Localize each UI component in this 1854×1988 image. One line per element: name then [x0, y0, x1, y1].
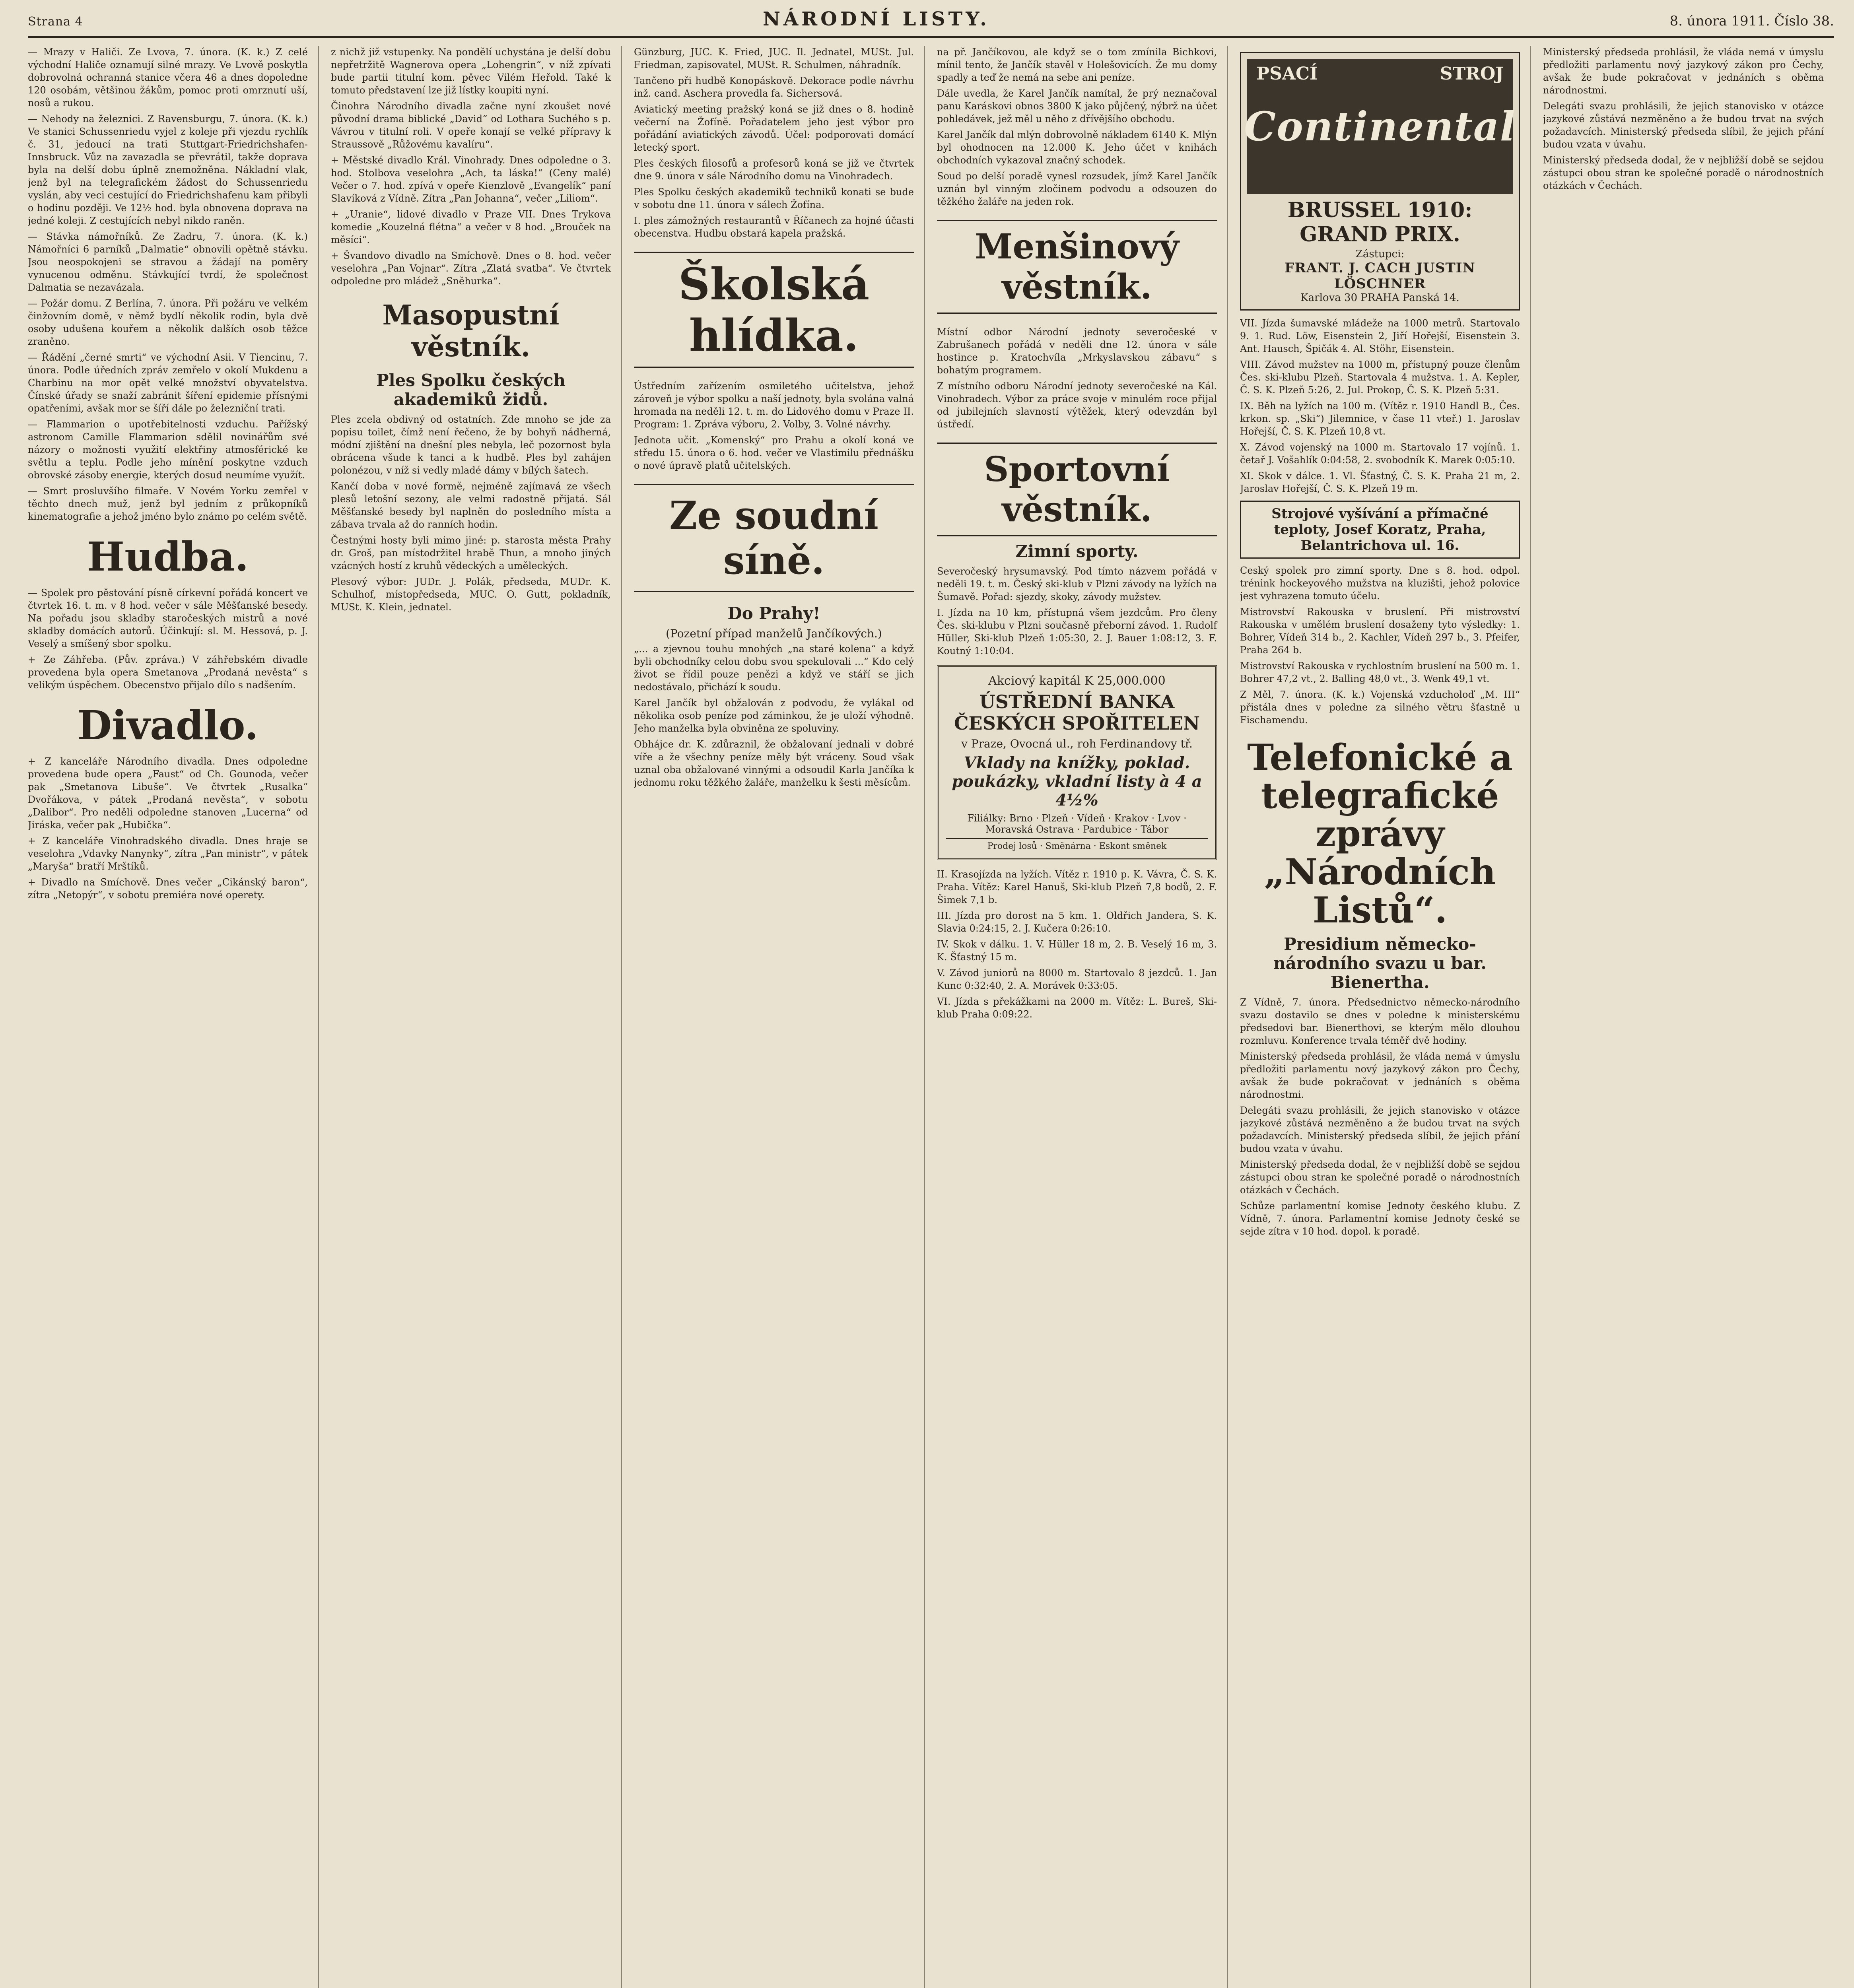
ad-stroj: STROJ [1440, 64, 1504, 84]
article: + „Uranie“, lidové divadlo v Praze VII. Dnes Trykova komedie „Kouzelná flétna“ a večer v 8 hod. „Brouček na měsíci“. [331, 209, 611, 245]
article: Schůze parlamentní komise Jednoty českého klubu. Z Vídně, 7. února. Parlamentní komise Jednoty české se sejde zítra v 10 hod. dopol. k poradě. [1240, 1200, 1520, 1237]
article: Ceský spolek pro zimní sporty. Dne s 8. hod. odpol. trénink hockeyového mužstva na kluzišti, jehož polovice jest vyhrazena tomuto účelu. [1240, 565, 1520, 602]
continental-logo: Continental [1244, 103, 1516, 150]
article: XI. Skok v dálce. 1. Vl. Šťastný, Č. S. K. Praha 21 m, 2. Jaroslav Hořejší, Č. S. K. Plzeň 19 m. [1240, 470, 1520, 494]
article: Delegáti svazu prohlásili, že jejich stanovisko v otázce jazykové zůstává nezměněno a že budou trvat na svých požadavcích. Ministerský předseda slíbil, že jejich přání budou vzata v úvahu. [1240, 1105, 1520, 1154]
section-heading-mensinovy: Menšinový věstník. [937, 220, 1217, 314]
article: Soud po delší poradě vynesl rozsudek, jímž Karel Jančík uznán byl vinným zločinem podvodu a odsouzen do těžkého žaláře na jeden rok. [937, 171, 1217, 207]
continental-banner [1244, 59, 1516, 194]
article: — Flammarion o upotřebitelnosti vzduchu. Pařížský astronom Camille Flammarion sdělil novinářům své názory o možnosti využití elektřiny atmosférické ke světlu a teplu. Podle jeho mínění poskytne vzduch obrovské zásoby energie, kterých dosud neumíme využít. [28, 419, 308, 481]
ad-psaci: PSACÍ [1256, 64, 1318, 84]
subheading-zimni: Zimní sporty. [1015, 542, 1139, 561]
article: IV. Skok v dálku. 1. V. Hüller 18 m, 2. B. Veselý 16 m, 3. K. Šťastný 15 m. [937, 939, 1217, 963]
article: — Řádění „černé smrti“ ve východní Asii. V Tiencinu, 7. února. Podle úředních zpráv zemřelo v okolí Mukdenu a Charbinu na mor opět velké množství obyvatelstva. Čínské úřady se snaží zabránit šíření epidemie přísnými opatřeními, avšak mor se šíří dále po železniční trati. [28, 352, 308, 414]
article: Severočeský hrysumavský. Pod tímto názvem pořádá v neděli 19. t. m. Český ski-klub v Plzni závody na lyžích na Šumavě. Pořad: sjezdy, skoky, závody mužstev. [937, 566, 1217, 602]
article: Kančí doba v nové formě, nejméně zajímavá ze všech plesů letošní sezony, ale velmi radostně přijatá. Sál Měšťanské besedy byl naplněn do posledního místa a zábava trvala až do ranních hodin. [331, 481, 611, 530]
article: Ministerský předseda prohlásil, že vláda nemá v úmyslu předložiti parlamentu nový jazykový zákon pro Čechy, avšak že bude pokračovat v jednáních s oběma národnostmi. [1240, 1051, 1520, 1100]
column-2 [331, 46, 622, 1988]
ad-prize: BRUSSEL 1910: GRAND PRIX. [1287, 198, 1473, 247]
article: z nichž již vstupenky. Na pondělí uchystána je delší dobu nepřetržitě Wagnerova opera „Lohengrin“, v níž zpívati bude partii titulní kom. pěvec Vilém Heřold. Také k tomuto představení lze již lístky koupiti nyní. [331, 47, 611, 96]
continental-advertisement [1240, 52, 1520, 311]
article: Plesový výbor: JUDr. J. Polák, předseda, MUDr. K. Schulhof, místopředseda, MUC. O. Gutt, pokladník, MUSt. K. Klein, jednatel. [331, 576, 611, 613]
issue-date: 8. února 1911. Číslo 38. [1669, 13, 1834, 29]
article: Dále uvedla, že Karel Jančík namítal, že prý neznačoval panu Karáskovi obnos 3800 K jako půjčený, nýbrž na účet pohledávek, jež měl u něho z dřívějšího obchodu. [937, 88, 1217, 124]
embroidery-advertisement: Strojové vyšívání a přímačné teploty, Josef Koratz, Praha, Belantrichova ul. 16. [1240, 501, 1520, 559]
article: + Městské divadlo Král. Vinohrady. Dnes odpoledne o 3. hod. Stolbova veselohra „Ach, ta láska!“ (Ceny malé) Večer o 7. hod. zpívá v opeře Kienzlově „Evangelík“ paní Slavíková z Vídně. Zítra „Pan Johanna“, večer „Liliom“. [331, 155, 611, 204]
article: + Z kanceláře Vinohradského divadla. Dnes hraje se veselohra „Vdavky Nanynky“, zítra „Pan ministr“, v pátek „Maryša“ bratří Mrštíků. [28, 835, 308, 872]
bank-address: v Praze, Ovocná ul., roh Ferdinandovy tř. [961, 737, 1193, 750]
section-heading-sport: Sportovní věstník. [937, 443, 1217, 536]
column-6 [1543, 46, 1834, 1988]
article: Z Vídně, 7. února. Předsednictvo německo-národního svazu dostavilo se dnes v poledne k ministerskému předsedovi bar. Bienerthovi, se kterým mělo dlouhou rozmluvu. Konference trvala téměř dvě hodiny. [1240, 997, 1520, 1046]
article: + Ze Záhřeba. (Pův. zpráva.) V záhřebském divadle provedena byla opera Smetanova „Prodaná nevěsta“ s velikým úspěchem. Obecenstvo přijalo dílo s nadšením. [28, 654, 308, 691]
article: II. Krasojízda na lyžích. Vítěz r. 1910 p. K. Vávra, Č. S. K. Praha. Vítěz: Karel Hanuš, Ski-klub Plzeň 7,8 bodů, 2. F. Šimek 7,1 b. [937, 869, 1217, 905]
section-heading-hudba: Hudba. [87, 533, 249, 580]
article: + Divadlo na Smíchově. Dnes večer „Cikánský baron“, zítra „Netopýr“, v sobotu premiéra nové operety. [28, 877, 308, 901]
ad-agents-label: Zástupci: [1355, 248, 1405, 260]
article: Ples Spolku českých akademiků techniků konati se bude v sobotu dne 11. února v sálech Žofína. [634, 186, 914, 210]
article: VIII. Závod mužstev na 1000 m, přístupný pouze členům Čes. ski-klubu Plzeň. Startovala 4 mužstva. 1. A. Kepler, Č. S. K. Plzeň 5:26, 2. Jul. Prokop, Č. S. K. Plzeň 5:31. [1240, 359, 1520, 396]
article: Ministerský předseda dodal, že v nejbližší době se sejdou zástupci obou stran ke společné poradě o národnostních otázkách v Čechách. [1240, 1159, 1520, 1196]
subheading-presidium: Presidium německo-národního svazu u bar. Bienertha. [1273, 934, 1487, 992]
section-heading-telefonicke: Telefonické a telegrafické zprávy „Národních Listů“. [1247, 736, 1513, 931]
bank-slogan: Vklady na knížky, poklad. poukázky, vkladní listy à 4 a 4½% [952, 753, 1202, 810]
columns-grid [28, 46, 1834, 1988]
bank-capital: Akciový kapitál K 25,000.000 [988, 674, 1166, 688]
article: Aviatický meeting pražský koná se již dnes o 8. hodině večerní na Žofíně. Pořadatelem jeho jest výbor pro pořádání aviatických závodů. Účel: podporovati domácí letecký sport. [634, 104, 914, 153]
column-3 [634, 46, 925, 1988]
article: „... a zjevnou touhu mnohých „na staré kolena“ a když byli obchodníky celou dobu svou spekulovali ...“ Kdo celý život se řídil pouze penězi a když ve stáří se jich nedostávalo, přichází k soudu. [634, 643, 914, 693]
article: Ministerský předseda dodal, že v nejbližší době se sejdou zástupci obou stran ke společné poradě o národnostních otázkách v Čechách. [1543, 155, 1824, 191]
section-heading-soudni: Ze soudní síně. [634, 484, 914, 592]
article: + Z kanceláře Národního divadla. Dnes odpoledne provedena bude opera „Faust“ od Ch. Gounoda, večer pak „Smetanova Libuše“. Ve čtvrtek „Rusalka“ Dvořákova, v pátek „Prodaná nevěsta“, v sobotu „Dalibor“. Pro neděli odpoledne stanoven „Lucerna“ od Jiráska, večer pak „Hubička“. [28, 756, 308, 831]
article: Karel Jančík dal mlýn dobrovolně nákladem 6140 K. Mlýn byl ohodnocen na 12.000 K. Jeho účet v knihách obchodních vykazoval značný schodek. [937, 129, 1217, 166]
article: III. Jízda pro dorost na 5 km. 1. Oldřich Jandera, S. K. Slavia 0:24:15, 2. J. Kučera 0:26:10. [937, 910, 1217, 934]
article: — Smrt prosluvšího filmaře. V Novém Yorku zemřel v těchto dnech muž, jenž byl jedním z průkopníků kinematografie a jehož jméno bylo známo po celém světě. [28, 485, 308, 522]
article: — Nehody na železnici. Z Ravensburgu, 7. února. (K. k.) Ve stanici Schussenriedu vyjel z koleje při vjezdu rychlík č. 31, jedoucí na trati Stuttgart-Friedrichshafen-Innsbruck. Vůz na zavazadla se převrátil, takže doprava byla na delší dobu úplně znemožněna. Nákladní vlak, jenž byl na telegrafickém žádost do Schussenriedu vyslán, aby veci cestující do Friedrichshafenu kam přibyli o hodinu později. Ve 12½ hod. byla obnovena doprava na jedné koleji. Z cestujících nebyl nikdo raněn. [28, 113, 308, 226]
article: Günzburg, JUC. K. Fried, JUC. Il. Jednatel, MUSt. Jul. Friedman, zapisovatel, MUSt. R. Schulmen, náhradník. [634, 47, 914, 70]
subheading-do-prahy: Do Prahy! [727, 604, 820, 623]
subheading-case: (Pozetní případ manželů Jančíkových.) [666, 627, 882, 640]
article: VII. Jízda šumavské mládeže na 1000 metrů. Startovalo 9. 1. Rud. Löw, Eisenstein 2, Jiří Hořejší, Eisenstein 3. Ant. Hausch, Špičák 4. Al. Stöhr, Eisenstein. [1240, 318, 1520, 354]
masthead: NÁRODNÍ LISTY. [763, 8, 990, 30]
article: Z Měl, 7. února. (K. k.) Vojenská vzducholoď „M. III“ přistála dnes v poledne za silného větru šťastně u Fischamendu. [1240, 689, 1520, 726]
article: Karel Jančík byl obžalován z podvodu, že vylákal od několika osob peníze pod záminkou, že je uloží výhodně. Jeho manželka byla obviněna ze spoluviny. [634, 697, 914, 734]
article: X. Závod vojenský na 1000 m. Startovalo 17 vojínů. 1. četař J. Vošahlík 0:04:58, 2. svobodník K. Marek 0:05:10. [1240, 442, 1520, 466]
page-number: Strana 4 [28, 15, 83, 29]
article: V. Závod juniorů na 8000 m. Startovalo 8 jezdců. 1. Jan Kunc 0:32:40, 2. A. Morávek 0:33:05. [937, 967, 1217, 991]
article: I. ples zámožných restaurantů v Říčanech za hojné účasti obecenstva. Hudbu obstará kapela pražská. [634, 215, 914, 239]
column-4 [937, 46, 1228, 1988]
article: — Mrazy v Haliči. Ze Lvova, 7. února. (K. k.) Z celé východní Haliče oznamují silné mrazy. Ve Lvově poskytla dobrovolná ochranná stanice včera 46 a dnes dopoledne 120 osobám, většinou žákům, pomoc proti omrznutí uší, nosů a rukou. [28, 47, 308, 109]
article: IX. Běh na lyžích na 100 m. (Vítěz r. 1910 Handl B., Čes. krkon. sp. „Ski“) Jilemnice, v čase 11 vteř.) 1. Jaroslav Hořejší, Č. S. K. Plzeň 10,8 vt. [1240, 400, 1520, 437]
bank-branches: Filiálky: Brno · Plzeň · Vídeň · Krakov · Lvov · Moravská Ostrava · Pardubice · Tábor [967, 813, 1187, 835]
bank-advertisement [937, 665, 1217, 860]
article: Delegáti svazu prohlásili, že jejich stanovisko v otázce jazykové zůstává nezměněno a že budou trvat na svých požadavcích. Ministerský předseda slíbil, že jejich přání budou vzata v úvahu. [1543, 101, 1824, 150]
article: Mistrovství Rakouska v bruslení. Při mistrovství Rakouska v umělém bruslení dosaženy tyto výsledky: 1. Bohrer, Vídeň 314 b., 2. Kachler, Vídeň 297 b., 3. Pfeifer, Praha 264 b. [1240, 606, 1520, 656]
article: Obhájce dr. K. zdůraznil, že obžalovaní jednali v dobré víře a že všechny peníze měly být vráceny. Soud však uznal oba obžalované vinnými a odsoudil Karla Jančíka k jednomu roku těžkého žaláře, manželku k šesti měsícům. [634, 739, 914, 788]
article: Ministerský předseda prohlásil, že vláda nemá v úmyslu předložiti parlamentu nový jazykový zákon pro Čechy, avšak že bude pokračovat v jednáních s oběma národnostmi. [1543, 47, 1824, 96]
column-1 [28, 46, 319, 1988]
article: Z místního odboru Národní jednoty severočeské na Kál. Vinohradech. Výbor za práce svoje v minulém roce přijal od jubilejních slavností výtěžek, který odevzdán byl ústředí. [937, 381, 1217, 430]
page-header [28, 8, 1834, 38]
article: Místní odbor Národní jednoty severočeské v Zabrušanech pořádá v neděli dne 12. února v sále hostince p. Kratochvíla „Mrkyslavskou zábavu“ s bohatým programem. [937, 326, 1217, 376]
article: Ples českých filosofů a profesorů koná se již ve čtvrtek dne 9. února v sále Národního domu na Vinohradech. [634, 158, 914, 182]
article: Tančeno při hudbě Konopáskově. Dekorace podle návrhu inž. cand. Aschera provedla fa. Sichersová. [634, 75, 914, 99]
article: + Švandovo divadlo na Smíchově. Dnes o 8. hod. večer veselohra „Pan Vojnar“. Zítra „Zlatá svatba“. Ve čtvrtek odpoledne pro mládež „Sněhurka“. [331, 250, 611, 287]
article: Jednota učit. „Komenský“ pro Prahu a okolí koná ve středu 15. února o 6. hod. večer ve Vlastimilu přednášku o nové úpravě platů učitelských. [634, 435, 914, 471]
bank-name: ÚSTŘEDNÍ BANKA ČESKÝCH SPOŘITELEN [954, 691, 1200, 734]
article: — Spolek pro pěstování písně církevní pořádá koncert ve čtvrtek 16. t. m. v 8 hod. večer v sále Měšťanské besedy. Na pořadu jsou skladby staročeských mistrů a nové skladby domácích autorů. Účinkují: sl. M. Hessová, p. J. Veselý a smíšený sbor spolku. [28, 587, 308, 649]
article: Činohra Národního divadla začne nyní zkoušet nové původní drama biblické „David“ od Lothara Suchého s p. Vávrou v titulní roli. V opeře konají se velké přípravy k Straussově „Růžovému kavalíru“. [331, 101, 611, 150]
subheading-ples: Ples Spolku českých akademiků židů. [376, 371, 566, 409]
section-heading-divadlo: Divadlo. [77, 702, 258, 749]
article: Ústředním zařízením osmiletého učitelstva, jehož zároveň je výbor spolku a naší jednoty, byla svolána valná hromada na neděli 12. t. m. do Lidového domu v Praze II. Program: 1. Zpráva výboru, 2. Volby, 3. Volné návrhy. [634, 381, 914, 430]
article: na př. Jančíkovou, ale když se o tom zmínila Bichkovi, mínil tento, že Jančík stavěl v Holešovicích. Že mu domy spadly a teď že nemá na sebe ani peníze. [937, 47, 1217, 83]
ad-address: Karlova 30 PRAHA Panská 14. [1300, 292, 1459, 304]
article: VI. Jízda s překážkami na 2000 m. Vítěz: L. Bureš, Ski-klub Praha 0:09:22. [937, 996, 1217, 1020]
article: — Požár domu. Z Berlína, 7. února. Při požáru ve velkém činžovním domě, v němž bydlí několik rodin, byla dvě osoby udušena kouřem a několik dalších osob těžce zraněno. [28, 298, 308, 347]
ad-agents: FRANT. J. CACH JUSTIN LÖSCHNER [1285, 260, 1475, 292]
article: Mistrovství Rakouska v rychlostním bruslení na 500 m. 1. Bohrer 47,2 vt., 2. Balling 48,0 vt., 3. Wenk 49,1 vt. [1240, 660, 1520, 684]
article: Ples zcela obdivný od ostatních. Zde mnoho se jde za popisu toilet, čímž není řečeno, že by bohyň nádherná, módní zjištění na dnešní ples nebyla, leč pozornost byla obrácena všude k tanci a k hudbě. Ples byl zahájen polonézou, v níž si vedly mladé dámy v bílých šatech. [331, 414, 611, 476]
section-heading-skolska: Školská hlídka. [634, 252, 914, 368]
column-5 [1240, 46, 1531, 1988]
section-heading-masopust: Masopustní věstník. [382, 299, 560, 363]
article: I. Jízda na 10 km, přístupná všem jezdcům. Pro členy Čes. ski-klubu v Plzni současně přeborní závod. 1. Rudolf Hüller, Ski-klub Plzeň 1:05:30, 2. J. Bauer 1:08:12, 3. F. Koutný 1:10:04. [937, 607, 1217, 656]
bank-services: Prodej losů · Směnárna · Eskont směnek [946, 838, 1208, 851]
article: Čestnými hosty byli mimo jiné: p. starosta města Prahy dr. Groš, pan místodržitel hrabě Thun, a mnoho jiných vzácných hostí z kruhů vědeckých a uměleckých. [331, 535, 611, 571]
article: — Stávka námořníků. Ze Zadru, 7. února. (K. k.) Námořníci 6 parníků „Dalmatie“ obnovili opětně stávku. Jsou neospokojeni se stravou a žádají na poměry vynucenou odměnu. Stávkující tvrdí, že společnost Dalmatia se nezavázala. [28, 231, 308, 293]
